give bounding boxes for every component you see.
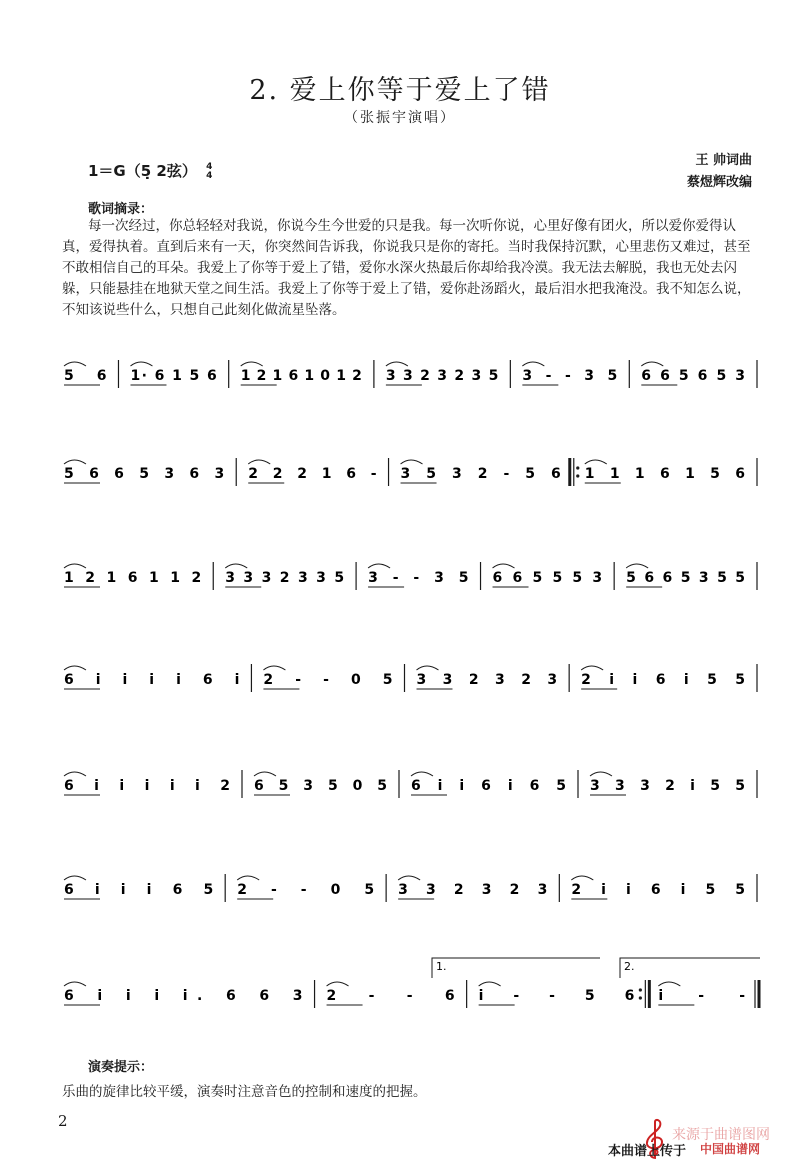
notation-row-svg	[60, 358, 765, 398]
slur-mark	[64, 876, 86, 880]
notation-row-svg	[60, 768, 765, 808]
measure-notes: 2 - - 0 5	[237, 882, 375, 898]
measure-notes: 6 i i 6 i 6 5	[411, 778, 566, 794]
lyrics-body: 每一次经过，你总轻轻对我说，你说今生今世爱的只是我。每一次听你说，心里好像有团火，所以爱你爱得认真，爱得执着。直到后来有一天，你突然间告诉我，你说我只是你的寄托。当时我保持沉默，心里悲伤又难过，甚至不敢相信自己的耳朵。我爱上了你等于爱上了错，爱你水深火热最后你却给我冷漠。我无法去解脱，我也无处去闪躲，只能悬挂在地狱天堂之间生活。我爱上了你等于爱上了错，爱你赴汤蹈火，最后泪水把我淹没。我不知怎么说，不知该说些什么，只想自己此刻化做流星坠落。	[62, 218, 751, 318]
measure-notes: 1 2 1 6 1 1 2	[64, 570, 202, 586]
measure-notes: i - - 5 6	[478, 988, 635, 1004]
barline	[570, 458, 580, 486]
page-number: 2	[58, 1112, 68, 1130]
hint-heading: 演奏提示：	[88, 1060, 154, 1075]
slur-mark	[64, 460, 86, 464]
measure-notes: 3 3 2 3 2 3	[416, 672, 558, 688]
measure-notes: 3 3 3 2 i 5 5	[590, 778, 745, 794]
slur-mark	[522, 362, 544, 366]
measure-notes: 2 - - 0 5	[263, 672, 393, 688]
slur-mark	[225, 564, 247, 568]
key-text: 1＝G（5̣ 2弦）	[88, 162, 197, 180]
measure-notes: 6 6 5 5 5 3	[492, 570, 603, 586]
time-top: 4	[206, 161, 213, 172]
measure-notes: 2 i i 6 i 5 5	[581, 672, 745, 688]
notation-row-svg	[60, 872, 765, 912]
measure-notes: 3 3 3 2 3 3 5	[225, 570, 345, 586]
notation-row	[60, 768, 765, 808]
slur-mark	[626, 564, 648, 568]
slur-mark	[64, 564, 86, 568]
notation-row-svg	[60, 662, 765, 702]
slur-mark	[237, 876, 259, 880]
volta-second	[620, 958, 760, 978]
slur-mark	[581, 666, 603, 670]
notation-row	[60, 872, 765, 912]
page-title: 2. 爱上你等于爱上了错	[249, 75, 551, 106]
slur-mark	[571, 876, 593, 880]
slur-mark	[417, 666, 439, 670]
barline	[755, 980, 759, 1008]
slur-mark	[64, 666, 86, 670]
measure-notes: 2 i i 6 i 5 5	[571, 882, 745, 898]
hint-body: 乐曲的旋律比较平缓，演奏时注意音色的控制和速度的把握。	[62, 1084, 427, 1100]
slur-mark	[493, 564, 515, 568]
measure-notes: 6 i i i i i 2	[64, 778, 230, 794]
measure-notes: 6 i i i 6 5	[64, 882, 214, 898]
measure-notes: 3 3 2 3 2 3 5	[385, 368, 499, 384]
notation-row	[60, 662, 765, 702]
slur-mark	[64, 362, 86, 366]
notation-row	[60, 560, 765, 600]
notation-row-svg	[60, 456, 765, 496]
svg-text:2.: 2.	[624, 960, 635, 973]
lyrics-heading: 歌词摘录：	[88, 202, 154, 217]
measure-notes: 3 5 3 2 - 5 6	[400, 466, 561, 482]
measure-notes: 2 2 2 1 6 -	[248, 466, 377, 482]
slur-mark	[386, 362, 408, 366]
slur-mark	[411, 772, 433, 776]
svg-text:1.: 1.	[436, 960, 447, 973]
slur-mark	[658, 982, 680, 986]
watermark-text: 来源于曲谱图网	[672, 1127, 770, 1143]
slur-mark	[64, 772, 86, 776]
measure-notes: 1 2 1 6 1 0 1 2	[240, 368, 362, 384]
measure-notes: 6 5 3 5 0 5	[254, 778, 387, 794]
footer-text: 本曲谱上传于	[608, 1144, 687, 1159]
composer-credit: 王 帅词曲	[695, 153, 752, 168]
slur-mark	[479, 982, 501, 986]
slur-mark	[585, 460, 607, 464]
measure-notes: 3 3 2 3 2 3	[398, 882, 548, 898]
slur-mark	[64, 982, 86, 986]
measure-notes: 1 1 1 6 1 5 6	[584, 466, 745, 482]
notation-row	[60, 960, 765, 1018]
singer-credit: （张振宇演唱）	[344, 110, 456, 126]
slur-mark	[327, 982, 349, 986]
measure-notes: 3 - - 3 5	[368, 570, 469, 586]
key-signature	[88, 160, 212, 181]
volta-first	[432, 958, 600, 978]
slur-mark	[401, 460, 423, 464]
arranger-credit: 蔡煜辉改编	[686, 175, 752, 190]
measure-notes: 6 i i i i 6 i	[64, 672, 240, 688]
slur-mark	[263, 666, 285, 670]
slur-mark	[641, 362, 663, 366]
time-signature	[206, 163, 212, 181]
measure-notes: 5 6 6 5 3 5 5	[626, 570, 745, 586]
slur-mark	[241, 362, 263, 366]
time-bottom: 4	[206, 170, 213, 181]
slur-mark	[590, 772, 612, 776]
measure-notes: 3 - - 3 5	[522, 368, 618, 384]
slur-mark	[368, 564, 390, 568]
notation-row-svg	[60, 560, 765, 600]
measure-notes: 6 6 5 6 5 3	[641, 368, 745, 384]
measure-notes: i - -	[658, 988, 745, 1004]
slur-mark	[130, 362, 152, 366]
notation-row	[60, 358, 765, 398]
barline	[639, 980, 650, 1008]
measure-notes: 5 6	[64, 368, 107, 384]
measure-notes: 1· 6 1 5 6	[130, 368, 217, 384]
slur-mark	[254, 772, 276, 776]
notation-row-svg	[60, 960, 765, 1018]
measure-notes: 5 6 6 5 3 6 3	[64, 466, 225, 482]
watermark-brand: 中国曲谱网	[700, 1142, 761, 1156]
measure-notes: 2 - - 6	[326, 988, 455, 1004]
measure-notes: 6 i i i i. 6 6 3	[64, 988, 303, 1004]
notation-row	[60, 456, 765, 496]
slur-mark	[248, 460, 270, 464]
slur-mark	[398, 876, 420, 880]
